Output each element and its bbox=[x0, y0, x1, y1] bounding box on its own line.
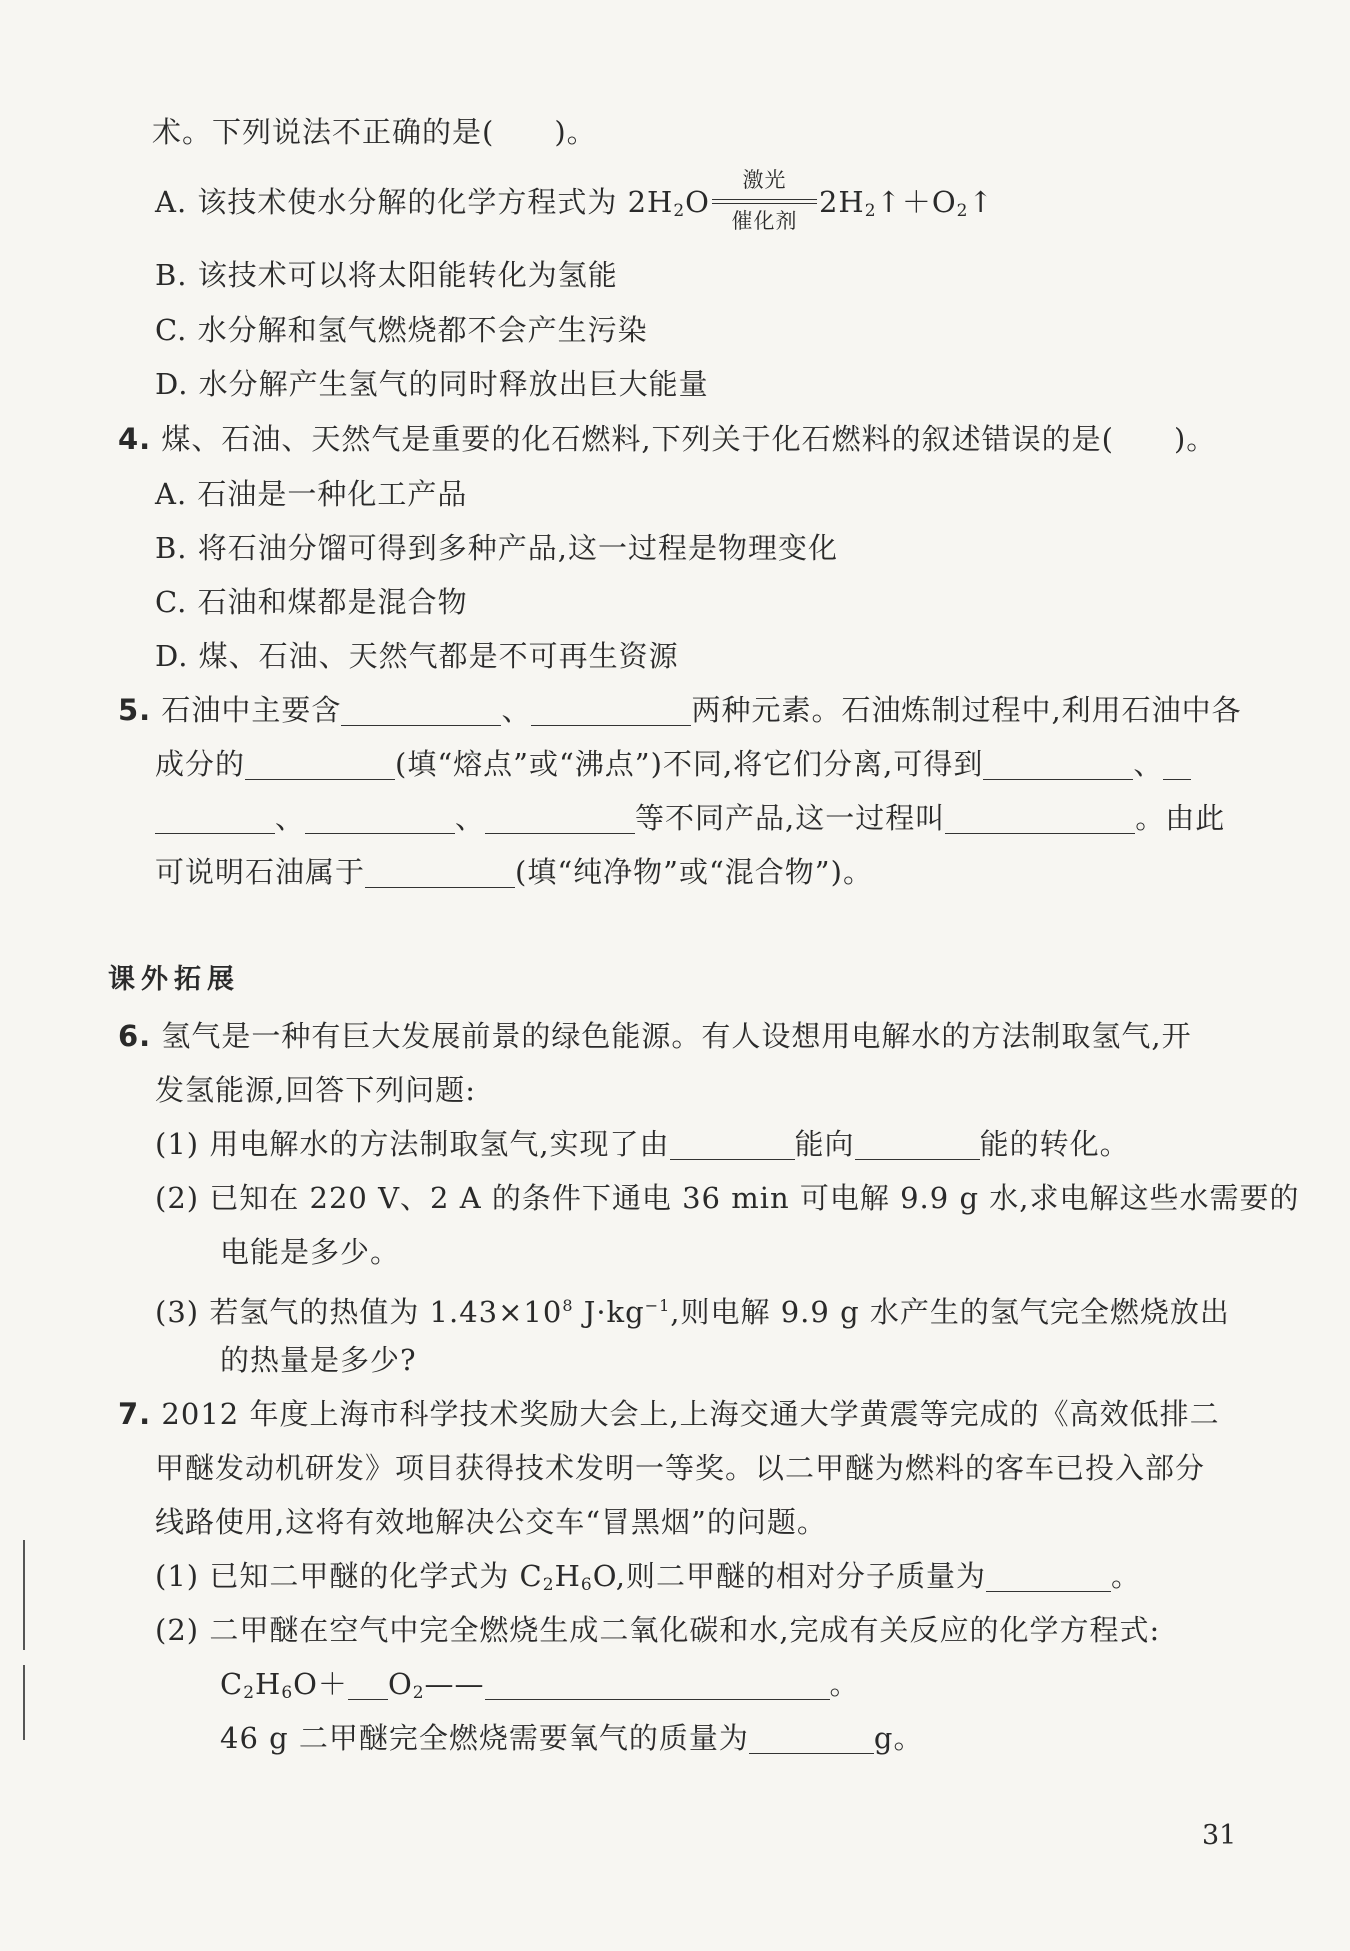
q4-stem: 4. 煤、石油、天然气是重要的化石燃料,下列关于化石燃料的叙述错误的是( )。 bbox=[118, 422, 1217, 456]
q6-part2: (2) 已知在 220 V、2 A 的条件下通电 36 min 可电解 9.9 g 水,求电解这些水需要的 bbox=[155, 1181, 1300, 1215]
q7-part2-line3: 46 g 二甲醚完全燃烧需要氧气的质量为 g。 bbox=[220, 1721, 924, 1755]
coefficient-blank[interactable] bbox=[348, 1669, 388, 1700]
q6-line1: 6. 氢气是一种有巨大发展前景的绿色能源。有人设想用电解水的方法制取氢气,开 bbox=[118, 1019, 1192, 1053]
answer-blank[interactable] bbox=[855, 1129, 980, 1160]
q6-part2-line2: 电能是多少。 bbox=[220, 1235, 401, 1269]
q6-part3: (3) 若氢气的热值为 $1.43\times 10^8$ $J\cdot kg^{-1}$,则电解 9.9 g 水产生的氢气完全燃烧放出 bbox=[155, 1295, 1230, 1329]
products-blank[interactable] bbox=[485, 1669, 830, 1700]
q3-stem-tail: 术。下列说法不正确的是( )。 bbox=[152, 115, 597, 149]
answer-blank[interactable] bbox=[365, 857, 515, 888]
q4-option-b: B. 将石油分馏可得到多种产品,这一过程是物理变化 bbox=[155, 531, 838, 565]
q5-line1: 5. 石油中主要含 、 两种元素。石油炼制过程中,利用石油中各 bbox=[118, 693, 1242, 727]
answer-blank[interactable] bbox=[749, 1723, 874, 1754]
q6-number: 6. bbox=[118, 1019, 152, 1053]
page-number: 31 bbox=[1202, 1820, 1237, 1851]
q7-part1: (1) 已知二甲醚的化学式为 $C_2H_6O$,则二甲醚的相对分子质量为 。 bbox=[155, 1559, 1141, 1595]
q7-part2: (2) 二甲醚在空气中完全燃烧生成二氧化碳和水,完成有关反应的化学方程式: bbox=[155, 1613, 1161, 1647]
answer-blank[interactable] bbox=[245, 749, 395, 780]
q4-option-c: C. 石油和煤都是混合物 bbox=[155, 585, 468, 619]
answer-blank[interactable] bbox=[305, 803, 455, 834]
scan-margin-mark bbox=[23, 1665, 25, 1740]
q3-option-d: D. 水分解产生氢气的同时释放出巨大能量 bbox=[155, 367, 709, 401]
q6-line2: 发氢能源,回答下列问题: bbox=[155, 1073, 476, 1107]
q5-line2: 成分的 (填“熔点”或“沸点”)不同,将它们分离,可得到 、 bbox=[155, 744, 1191, 784]
answer-blank[interactable] bbox=[983, 749, 1133, 780]
q5-line3: 、 、 等不同产品,这一过程叫 。由此 bbox=[155, 798, 1225, 838]
scan-margin-mark bbox=[23, 1540, 25, 1650]
reaction-condition-arrow: 激光 催化剂 bbox=[712, 182, 817, 222]
answer-blank[interactable] bbox=[986, 1561, 1111, 1592]
answer-blank[interactable] bbox=[531, 695, 691, 726]
q3-option-c: C. 水分解和氢气燃烧都不会产生污染 bbox=[155, 313, 648, 347]
q4-number: 4. bbox=[118, 422, 152, 456]
q7-number: 7. bbox=[118, 1397, 152, 1431]
answer-blank[interactable] bbox=[670, 1129, 795, 1160]
q7-line3: 线路使用,这将有效地解决公交车“冒黑烟”的问题。 bbox=[155, 1505, 827, 1539]
section-title: 课外拓展 bbox=[108, 964, 240, 995]
q4-option-d: D. 煤、石油、天然气都是不可再生资源 bbox=[155, 639, 679, 673]
q7-line1: 7. 2012 年度上海市科学技术奖励大会上,上海交通大学黄震等完成的《高效低排二 bbox=[118, 1397, 1220, 1431]
q5-line4: 可说明石油属于 (填“纯净物”或“混合物”)。 bbox=[155, 855, 873, 889]
answer-blank[interactable] bbox=[485, 803, 635, 834]
q3-option-a: A. 该技术使水分解的化学方程式为 $2H_2O$ 激光 催化剂 $2H_2↑+O_2↑$ bbox=[155, 168, 994, 233]
q5-number: 5. bbox=[118, 693, 152, 727]
answer-blank[interactable] bbox=[155, 803, 275, 834]
q6-part1: (1) 用电解水的方法制取氢气,实现了由 能向 能的转化。 bbox=[155, 1127, 1130, 1161]
q7-line2: 甲醚发动机研发》项目获得技术发明一等奖。以二甲醚为燃料的客车已投入部分 bbox=[155, 1451, 1206, 1485]
q4-option-a: A. 石油是一种化工产品 bbox=[155, 477, 468, 511]
q7-equation: $C_2H_6O+$ $O_2——$ 。 bbox=[220, 1667, 860, 1703]
answer-blank[interactable] bbox=[945, 803, 1135, 834]
q6-part3-line2: 的热量是多少? bbox=[220, 1343, 417, 1377]
q3-option-b: B. 该技术可以将太阳能转化为氢能 bbox=[155, 258, 618, 292]
answer-blank[interactable] bbox=[1163, 749, 1191, 780]
answer-blank[interactable] bbox=[341, 695, 501, 726]
